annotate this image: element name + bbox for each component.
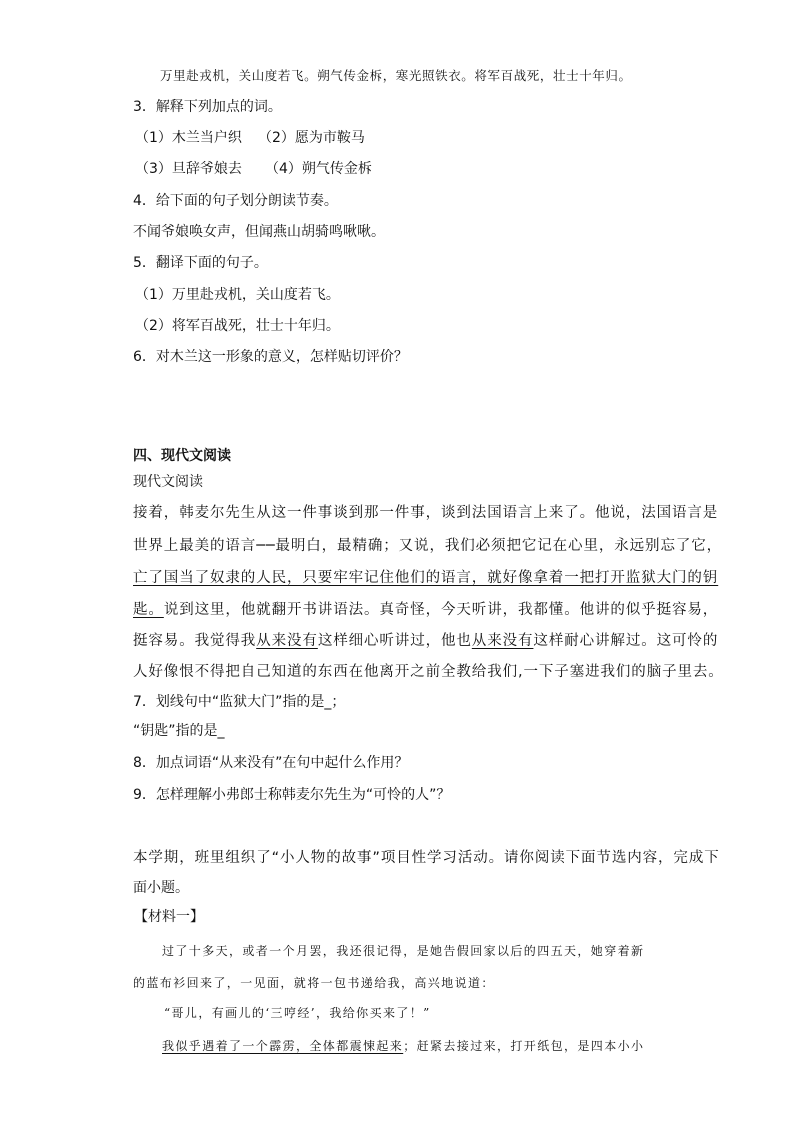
question-5-title: 5．翻译下面的句子。 <box>133 255 268 271</box>
passage-line-5 <box>133 631 718 651</box>
question-9: 9．怎样理解小弗郎士称韩麦尔先生为“可怜的人”？ <box>133 787 451 803</box>
question-7-line-2: “钥匙”指的是_ <box>133 723 225 739</box>
question-3-item-1: （1）木兰当户织 <box>135 130 242 146</box>
question-3-item-3: （3）旦辞爷娘去 <box>135 161 242 177</box>
material-line-4-underlined: 我似乎遇着了一个霹雳，全体都震悚起来 <box>162 1039 404 1053</box>
activity-intro-line-1: 本学期，班里组织了“小人物的故事”项目性学习活动。请你阅读下面节选内容，完成下 <box>133 850 720 866</box>
question-3-item-4: （4）朔气传金柝 <box>265 161 372 177</box>
passage-line-4-rest: 说到这里，他就翻开书讲语法。真奇怪，今天听讲，我都懂。他讲的似乎挺容易， <box>163 602 719 618</box>
passage-line-3-underlined: 亡了国当了奴隶的人民，只要牢牢记住他们的语言，就好像拿着一把打开监狱大门的钥 <box>133 570 719 586</box>
question-5-item-2: （2）将军百战死，壮士十年归。 <box>135 318 340 334</box>
question-7-line-1: 7．划线句中“监狱大门”指的是_； <box>133 694 346 710</box>
passage-line-1: 接着，韩麦尔先生从这一件事谈到那一件事，谈到法国语言上来了。他说，法国语言是 <box>133 505 719 521</box>
passage-line-4-underlined: 匙。 <box>133 602 164 618</box>
material-line-4-rest: ；赶紧去接过来，打开纸包，是四本小小 <box>403 1039 645 1053</box>
passage-line-5-underlined-2: 从来没有 <box>471 633 534 649</box>
material-line-1: 过了十多天，或者一个月罢，我还很记得，是她告假回家以后的四五天，她穿着新 <box>162 944 645 958</box>
question-3-title: 3．解释下列加点的词。 <box>133 99 282 115</box>
material-line-4 <box>162 1036 644 1056</box>
activity-intro-line-2: 面小题。 <box>133 880 189 896</box>
passage-line-6: 人好像恨不得把自己知道的东西在他离开之前全教给我们,一下子塞进我们的脑子里去。 <box>133 664 724 680</box>
material-line-2: 的蓝布衫回来了，一见面，就将一包书递给我，高兴地说道： <box>133 976 495 990</box>
question-4-title: 4．给下面的句子划分朗读节奏。 <box>133 193 338 209</box>
section-4-subheading: 现代文阅读 <box>133 474 203 490</box>
material-line-3: “哥儿，有画儿的‘三哼经’，我给你买来了！” <box>164 1006 431 1020</box>
question-8: 8．加点词语“从来没有”在句中起什么作用？ <box>133 755 409 771</box>
question-6-title: 6．对木兰这一形象的意义，怎样贴切评价？ <box>133 349 408 365</box>
passage-line-5-part-b: 这样细心听讲过，他也 <box>317 633 472 649</box>
passage-line-5-underlined-1: 从来没有 <box>256 633 318 649</box>
question-4-sentence: 不闻爷娘唤女声，但闻燕山胡骑鸣啾啾。 <box>133 224 385 240</box>
passage-line-5-part-c: 这样耐心讲解过。这可怜的 <box>533 633 719 649</box>
passage-line-2: 世界上最美的语言──最明白，最精确；又说，我们必须把它记在心里，永远别忘了它， <box>133 538 723 554</box>
question-5-item-1: （1）万里赴戎机，关山度若飞。 <box>135 287 340 303</box>
passage-line-5-part-a: 挺容易。我觉得我 <box>133 633 257 649</box>
question-3-item-2: （2）愿为市鞍马 <box>258 130 365 146</box>
section-4-heading: 四、现代文阅读 <box>133 448 231 464</box>
poem-line: 万里赴戎机，关山度若飞。朔气传金柝，寒光照铁衣。将军百战死，壮士十年归。 <box>160 68 632 83</box>
material-1-label: 【材料一】 <box>134 909 204 925</box>
passage-line-4 <box>133 600 718 620</box>
